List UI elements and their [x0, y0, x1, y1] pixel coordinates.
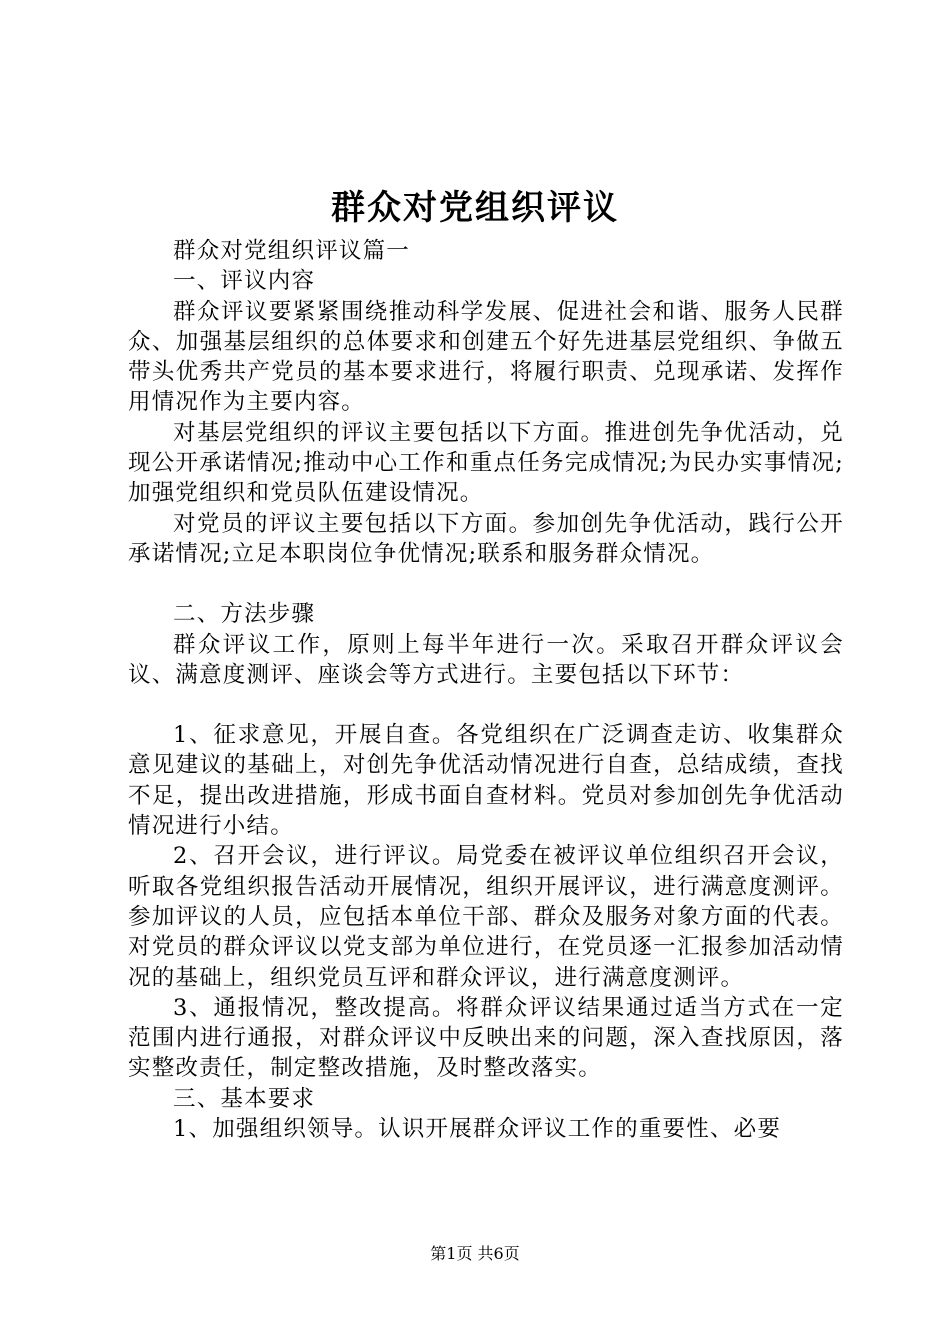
paragraph: 2、召开会议，进行评议。局党委在被评议单位组织召开会议，听取各党组织报告活动开展情况，组织开展评议，进行满意度测评。参加评议的人员，应包括本单位干部、群众及服务对象方面的代表。对党员的群众评议以党支部为单位进行，在党员逐一汇报参加活动情况的基础上，组织党员互评和群众评议，进行满意度测评。 — [128, 843, 844, 991]
paragraph: 1、征求意见，开展自查。各党组织在广泛调查走访、收集群众意见建议的基础上，对创先争优活动情况进行自查，总结成绩，查找不足，提出改进措施，形成书面自查材料。党员对参加创先争优活动情况进行小结。 — [128, 722, 844, 840]
paragraph: 1、加强组织领导。认识开展群众评议工作的重要性、必要 — [173, 1116, 782, 1143]
section-heading: 一、评议内容 — [173, 268, 316, 295]
section-heading: 二、方法步骤 — [173, 601, 316, 628]
page-footer: 第1页 共6页 — [430, 1244, 520, 1263]
paragraph: 群众评议要紧紧围绕推动科学发展、促进社会和谐、服务人民群众、加强基层组织的总体要求和创建五个好先进基层党组织、争做五带头优秀共产党员的基本要求进行，将履行职责、兑现承诺、发挥作用情况作为主要内容。 — [128, 298, 844, 416]
document-title: 群众对党组织评议 — [331, 188, 619, 228]
paragraph: 群众对党组织评议篇一 — [173, 238, 411, 264]
document-body — [128, 236, 844, 1144]
paragraph: 对基层党组织的评议主要包括以下方面。推进创先争优活动，兑现公开承诺情况;推动中心工作和重点任务完成情况;为民办实事情况;加强党组织和党员队伍建设情况。 — [128, 419, 844, 507]
paragraph: 3、通报情况，整改提高。将群众评议结果通过适当方式在一定范围内进行通报，对群众评议中反映出来的问题，深入查找原因，落实整改责任，制定整改措施，及时整改落实。 — [128, 994, 844, 1082]
paragraph: 对党员的评议主要包括以下方面。参加创先争优活动，践行公开承诺情况;立足本职岗位争优情况;联系和服务群众情况。 — [128, 510, 844, 567]
section-heading: 三、基本要求 — [173, 1085, 316, 1112]
paragraph: 群众评议工作，原则上每半年进行一次。采取召开群众评议会议、满意度测评、座谈会等方式进行。主要包括以下环节： — [128, 631, 844, 688]
